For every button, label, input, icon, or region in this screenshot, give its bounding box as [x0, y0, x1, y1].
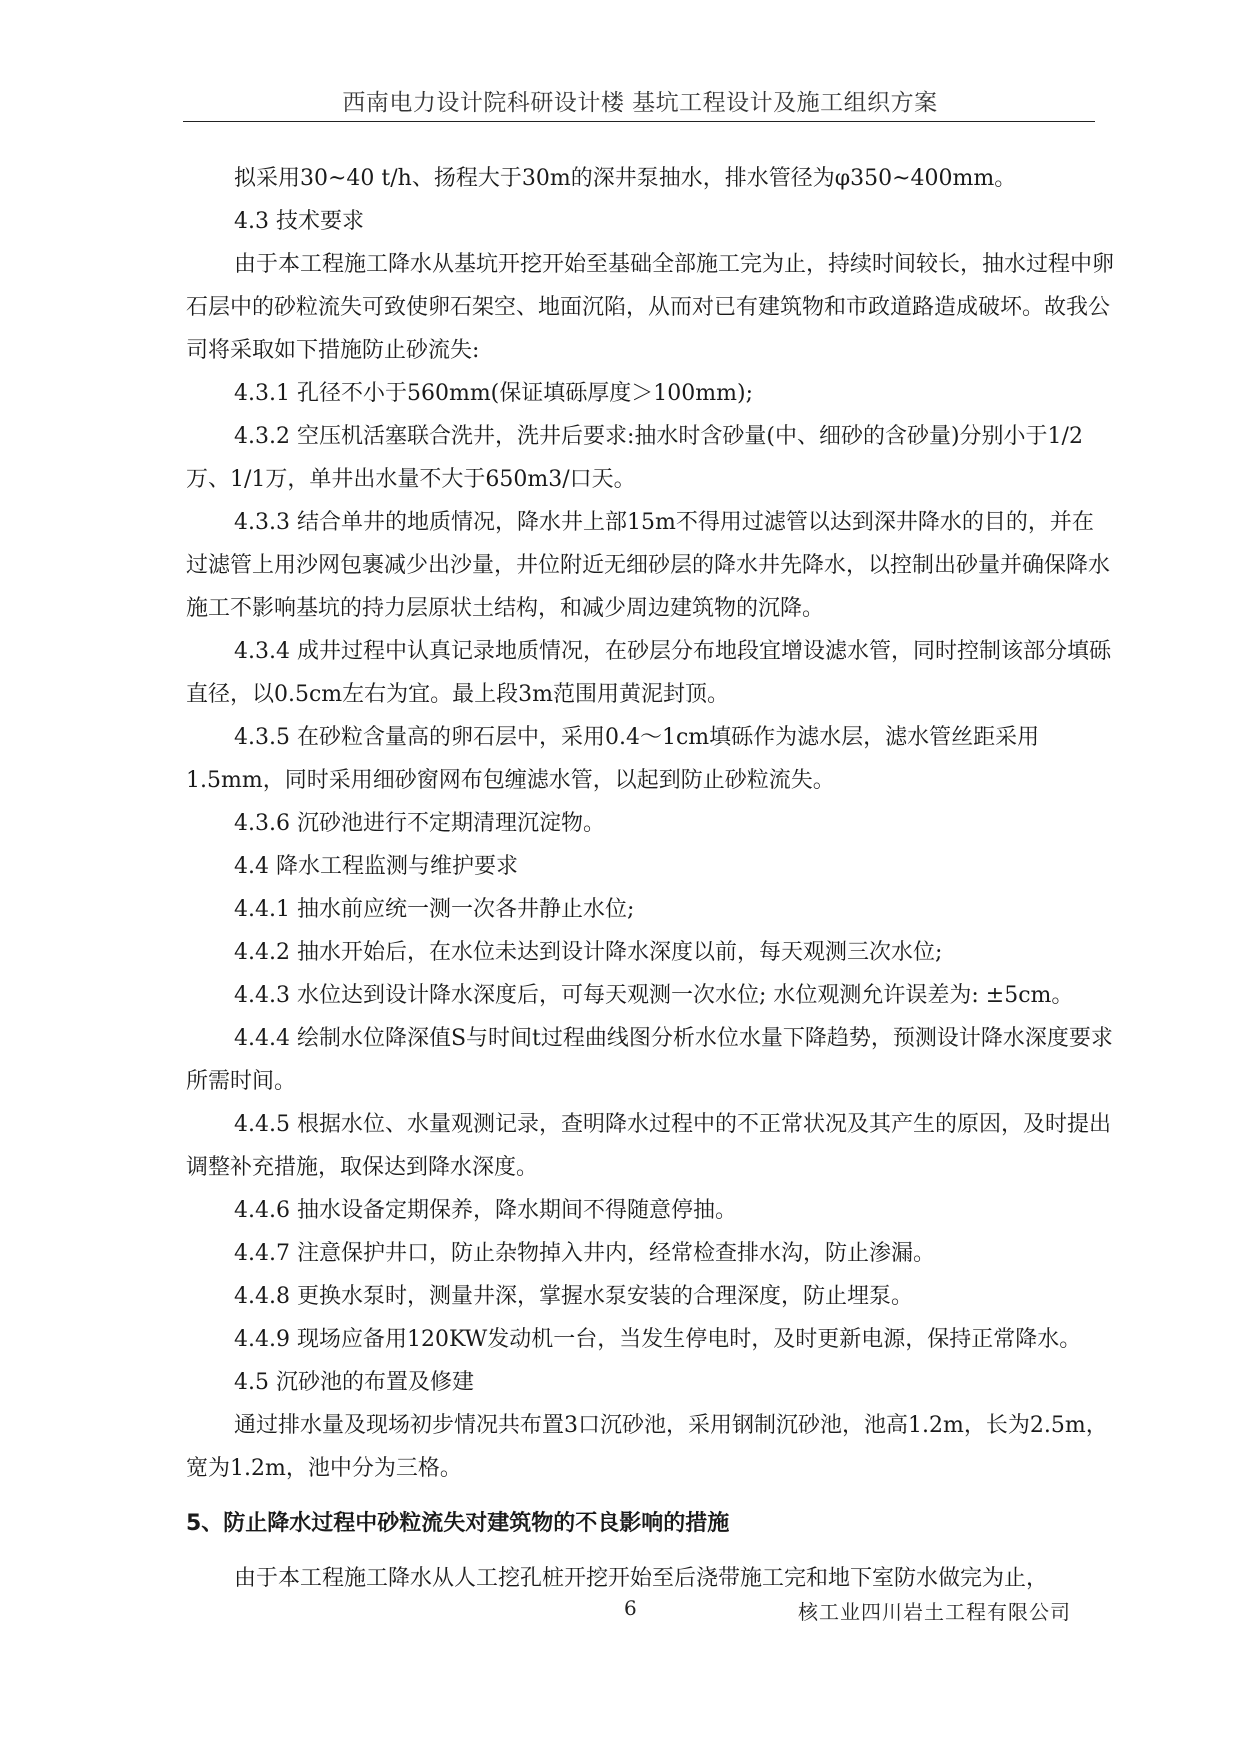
- paragraph-4-3-intro: 由于本工程施工降水从基坑开挖开始至基础全部施工完为止，持续时间较长，抽水过程中卵石层中的砂粒流失可致使卵石架空、地面沉陷，从而对已有建筑物和市政道路造成破坏。故我公司将采取如下措施防止砂流失:: [186, 252, 1115, 363]
- paragraph-4-3-6: 4.3.6 沉砂池进行不定期清理沉淀物。: [234, 811, 605, 836]
- header-divider: [183, 121, 1095, 122]
- paragraph-4-4-5: 4.4.5 根据水位、水量观测记录，查明降水过程中的不正常状况及其产生的原因，及时提出调整补充措施，取保达到降水深度。: [186, 1112, 1111, 1180]
- document-body: [186, 157, 1114, 1600]
- paragraph-4-4-9: 4.4.9 现场应备用120KW发动机一台，当发生停电时，及时更新电源，保持正常降水。: [234, 1327, 1082, 1352]
- paragraph-4-3-5: 4.3.5 在砂粒含量高的卵石层中，采用0.4～1cm填砾作为滤水层，滤水管丝距采用1.5mm，同时采用细砂窗网布包缠滤水管，以起到防止砂粒流失。: [186, 725, 1040, 793]
- paragraph-4-3-3: 4.3.3 结合单井的地质情况，降水井上部15m不得用过滤管以达到深井降水的目的，并在过滤管上用沙网包裹减少出沙量，井位附近无细砂层的降水井先降水，以控制出砂量并确保降水施工不影响基坑的持力层原状土结构，和减少周边建筑物的沉降。: [186, 510, 1111, 621]
- section-5-heading: 5、防止降水过程中砂粒流失对建筑物的不良影响的措施: [186, 1511, 730, 1536]
- paragraph-4-4-4: 4.4.4 绘制水位降深值S与时间t过程曲线图分析水位水量下降趋势，预测设计降水深度要求所需时间。: [186, 1026, 1113, 1094]
- paragraph-4-3-4: 4.3.4 成井过程中认真记录地质情况，在砂层分布地段宜增设滤水管，同时控制该部分填砾直径，以0.5cm左右为宜。最上段3m范围用黄泥封顶。: [186, 639, 1111, 707]
- paragraph-4-3-2: 4.3.2 空压机活塞联合洗井，洗井后要求:抽水时含砂量(中、细砂的含砂量)分别小于1/2万、1/1万，单井出水量不大于650m3/口天。: [186, 424, 1083, 492]
- paragraph-4-4-2: 4.4.2 抽水开始后，在水位未达到设计降水深度以前，每天观测三次水位;: [234, 940, 943, 965]
- paragraph-4-4-7: 4.4.7 注意保护井口，防止杂物掉入井内，经常检查排水沟，防止渗漏。: [234, 1241, 935, 1266]
- paragraph-4-4-1: 4.4.1 抽水前应统一测一次各井静止水位;: [234, 897, 635, 922]
- paragraph-4-4-3: 4.4.3 水位达到设计降水深度后，可每天观测一次水位; 水位观测允许误差为: ±5cm。: [234, 983, 1074, 1008]
- paragraph-4-5-body: 通过排水量及现场初步情况共布置3口沉砂池，采用钢制沉砂池，池高1.2m，长为2.5m，宽为1.2m，池中分为三格。: [186, 1413, 1108, 1481]
- subheading-4-4: 4.4 降水工程监测与维护要求: [234, 854, 518, 879]
- paragraph-4-4-6: 4.4.6 抽水设备定期保养，降水期间不得随意停抽。: [234, 1198, 737, 1223]
- paragraph-pump-spec: 拟采用30~40 t/h、扬程大于30m的深井泵抽水，排水管径为φ350~400mm。: [234, 166, 1017, 191]
- paragraph-4-4-8: 4.4.8 更换水泵时，测量井深，掌握水泵安装的合理深度，防止埋泵。: [234, 1284, 913, 1309]
- subheading-4-5: 4.5 沉砂池的布置及修建: [234, 1370, 474, 1395]
- subheading-4-3: 4.3 技术要求: [234, 209, 364, 234]
- page-header: 西南电力设计院科研设计楼 基坑工程设计及施工组织方案: [342, 90, 938, 116]
- paragraph-4-3-1: 4.3.1 孔径不小于560mm(保证填砾厚度＞100mm);: [234, 381, 753, 406]
- paragraph-section-5: 由于本工程施工降水从人工挖孔桩开挖开始至后浇带施工完和地下室防水做完为止，: [234, 1566, 1049, 1591]
- page-footer: [0, 1596, 1241, 1626]
- company-name: 核工业四川岩土工程有限公司: [798, 1600, 1071, 1624]
- page-number: 6: [624, 1596, 637, 1620]
